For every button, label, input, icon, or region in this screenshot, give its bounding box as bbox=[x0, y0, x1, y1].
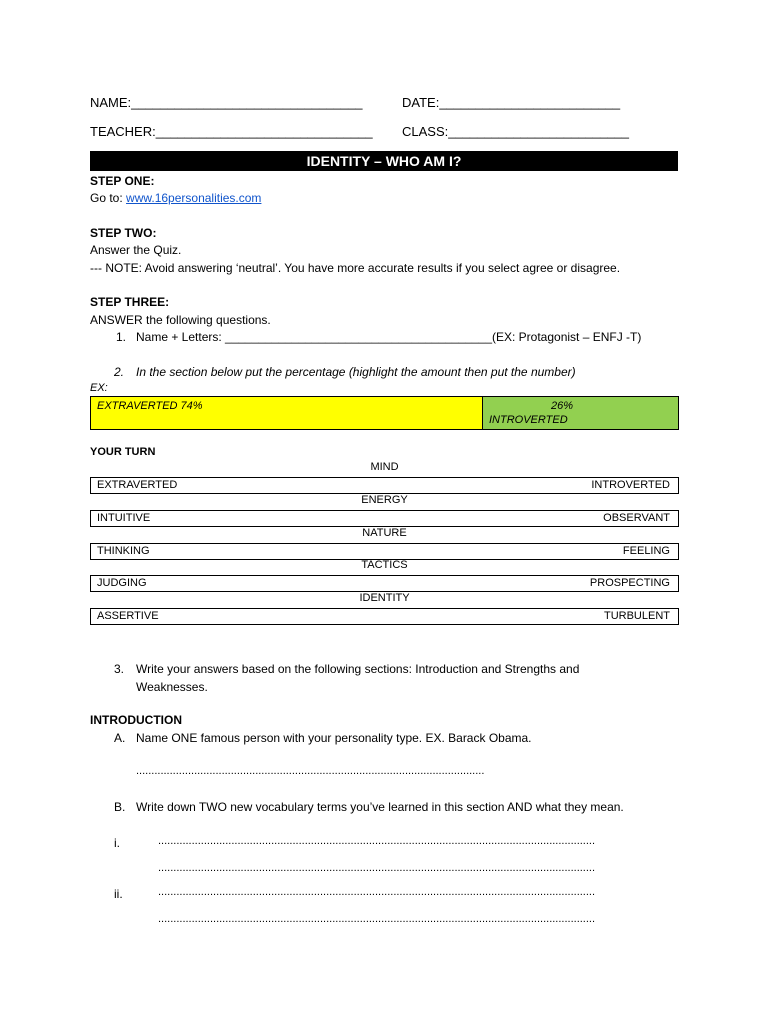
scale-left-label: EXTRAVERTED bbox=[97, 479, 178, 491]
q3-line2: Weaknesses. bbox=[136, 680, 208, 694]
q2-text: In the section below put the percentage (highlight the amount then put the number) bbox=[136, 365, 576, 379]
category-mind: MIND bbox=[370, 461, 399, 473]
intro-b-number: B. bbox=[114, 800, 126, 814]
your-turn-heading: YOUR TURN bbox=[90, 446, 156, 458]
q3-line1: Write your answers based on the following sections: Introduction and Strengths and bbox=[136, 662, 580, 676]
introduction-heading: INTRODUCTION bbox=[90, 713, 182, 727]
step-two-heading: STEP TWO: bbox=[90, 226, 157, 240]
scale-right-label: OBSERVANT bbox=[603, 512, 670, 524]
step-two-line1: Answer the Quiz. bbox=[90, 243, 182, 257]
step-three-heading: STEP THREE: bbox=[90, 295, 170, 309]
vocab-i-number: i. bbox=[114, 836, 120, 850]
step-two-note: --- NOTE: Avoid answering ‘neutral’. You have more accurate results if you select agree or disagree. bbox=[90, 261, 621, 275]
intro-b-text: Write down TWO new vocabulary terms you’ve learned in this section AND what they mean. bbox=[136, 800, 624, 814]
scale-row-tactics[interactable] bbox=[90, 575, 679, 592]
vocab-ii-answer-line1[interactable]: ............................................................................................................................................... bbox=[158, 886, 596, 898]
scale-right-label: PROSPECTING bbox=[589, 577, 670, 589]
scale-right-label: FEELING bbox=[622, 545, 670, 557]
example-introverted-label: INTROVERTED bbox=[489, 414, 568, 426]
vocab-ii-answer-line2[interactable]: ............................................................................................................................................... bbox=[158, 913, 596, 925]
q1-text[interactable]: Name + Letters: ________________________________________(EX: Protagonist – ENFJ -T) bbox=[136, 330, 642, 344]
scale-row-mind[interactable] bbox=[90, 477, 679, 494]
example-introverted-pct: 26% bbox=[551, 400, 574, 412]
scale-row-identity[interactable] bbox=[90, 608, 679, 625]
step-one-heading: STEP ONE: bbox=[90, 174, 155, 188]
scale-row-energy[interactable] bbox=[90, 510, 679, 527]
example-extraverted-text: EXTRAVERTED 74% bbox=[97, 400, 203, 412]
intro-a-number: A. bbox=[114, 731, 126, 745]
page-title: IDENTITY – WHO AM I? bbox=[90, 151, 678, 171]
vocab-i-answer-line2[interactable]: ............................................................................................................................................... bbox=[158, 862, 596, 874]
name-field[interactable]: NAME:________________________________ bbox=[90, 95, 363, 110]
q1-number: 1. bbox=[116, 330, 127, 344]
intro-a-answer-line[interactable]: .................................................................................................................. bbox=[136, 765, 485, 777]
example-percentage-bar bbox=[90, 396, 679, 430]
step-one-instruction bbox=[90, 191, 261, 205]
intro-a-text: Name ONE famous person with your personality type. EX. Barack Obama. bbox=[136, 731, 532, 745]
category-energy: ENERGY bbox=[361, 494, 408, 506]
personalities-link[interactable]: www.16personalities.com bbox=[126, 191, 262, 205]
example-extraverted-segment bbox=[91, 397, 483, 429]
scale-row-nature[interactable] bbox=[90, 543, 679, 560]
example-introverted-segment bbox=[483, 397, 678, 429]
go-to-label: Go to: bbox=[90, 191, 127, 205]
category-nature: NATURE bbox=[362, 527, 407, 539]
vocab-i-answer-line1[interactable]: ............................................................................................................................................... bbox=[158, 835, 596, 847]
scale-left-label: JUDGING bbox=[97, 577, 147, 589]
scale-left-label: INTUITIVE bbox=[97, 512, 151, 524]
teacher-field[interactable]: TEACHER:______________________________ bbox=[90, 124, 373, 139]
scale-right-label: INTROVERTED bbox=[591, 479, 670, 491]
q3-number: 3. bbox=[114, 662, 125, 676]
class-field[interactable]: CLASS:_________________________ bbox=[402, 124, 629, 139]
step-three-intro: ANSWER the following questions. bbox=[90, 313, 271, 327]
scale-right-label: TURBULENT bbox=[603, 610, 670, 622]
example-label: EX: bbox=[90, 382, 108, 394]
category-tactics: TACTICS bbox=[361, 559, 408, 571]
vocab-ii-number: ii. bbox=[114, 887, 123, 901]
date-field[interactable]: DATE:_________________________ bbox=[402, 95, 621, 110]
scale-left-label: ASSERTIVE bbox=[97, 610, 159, 622]
category-identity: IDENTITY bbox=[359, 592, 410, 604]
scale-left-label: THINKING bbox=[97, 545, 150, 557]
q2-number: 2. bbox=[114, 365, 125, 379]
